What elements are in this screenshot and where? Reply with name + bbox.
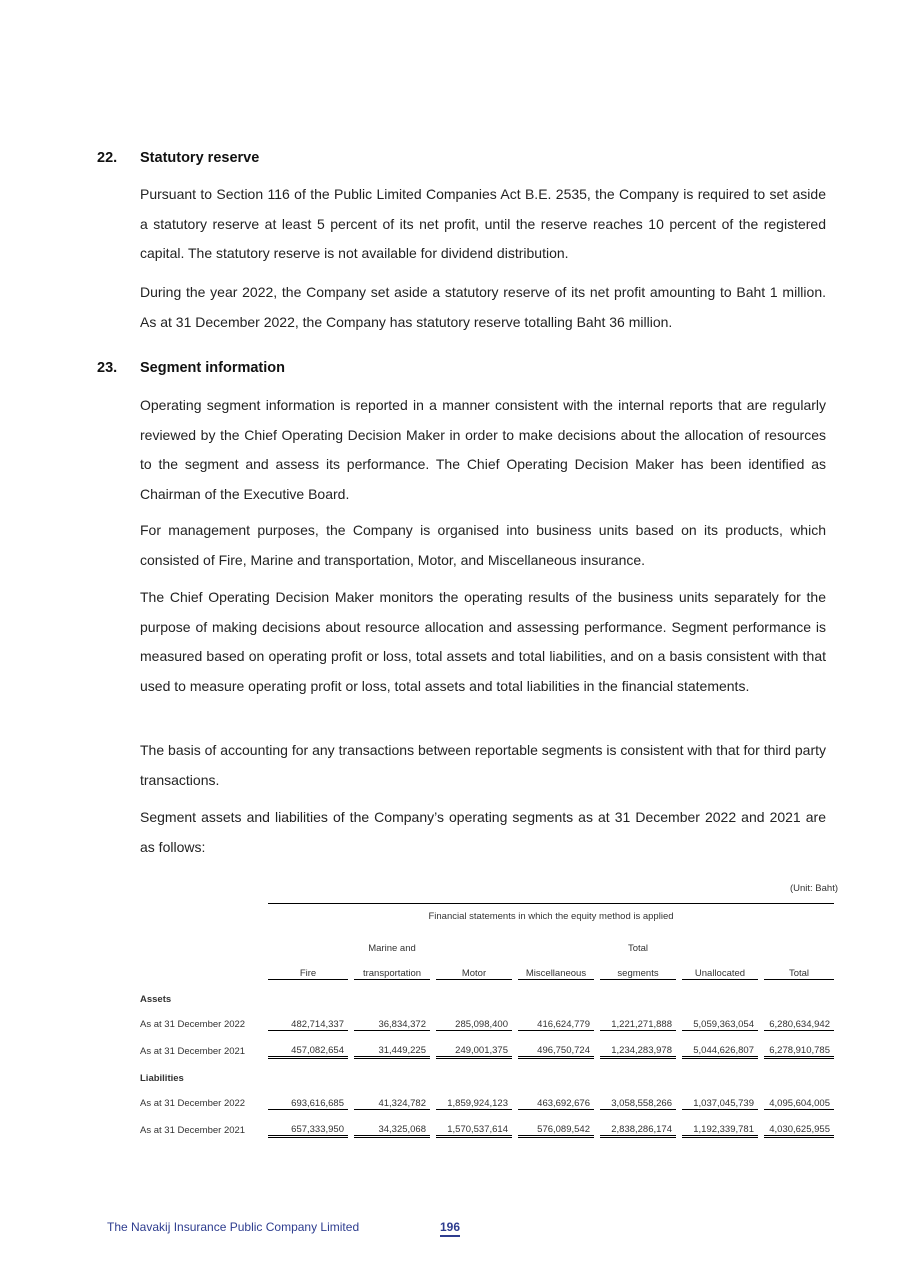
- table-cell: 31,449,225: [354, 1030, 430, 1057]
- header-row-bottom: [140, 954, 834, 980]
- table-cell: 1,192,339,781: [682, 1109, 758, 1136]
- footer-company-name: The Navakij Insurance Public Company Limited: [107, 1220, 360, 1234]
- row-label: As at 31 December 2022: [140, 1098, 246, 1109]
- column-header: [518, 929, 594, 954]
- table-cell: 4,095,604,005: [764, 1084, 834, 1110]
- column-header: Total: [627, 942, 649, 954]
- table-cell: 4,030,625,955: [764, 1109, 834, 1136]
- table-cell: 576,089,542: [518, 1109, 594, 1136]
- group-row: [140, 979, 834, 1005]
- table-row: [140, 1005, 834, 1031]
- column-header: Motor: [436, 954, 512, 980]
- table-cell: 693,616,685: [268, 1084, 348, 1110]
- table-span-header: Financial statements in which the equity method is applied: [268, 904, 834, 929]
- column-header: [436, 929, 512, 954]
- table-cell: 41,324,782: [354, 1084, 430, 1110]
- table-cell: 249,001,375: [436, 1030, 512, 1057]
- table-cell: 496,750,724: [518, 1030, 594, 1057]
- paragraph: The basis of accounting for any transactions between reportable segments is consistent with that for third party transactions.: [140, 742, 826, 788]
- column-header: Marine and: [368, 942, 416, 954]
- column-header: [268, 929, 348, 954]
- table-cell: 6,278,910,785: [764, 1030, 834, 1057]
- column-header: Miscellaneous: [518, 954, 594, 980]
- column-header: Fire: [268, 954, 348, 980]
- table-cell: 36,834,372: [354, 1005, 430, 1031]
- unit-label: (Unit: Baht): [789, 883, 838, 894]
- group-label: Assets: [140, 993, 172, 1005]
- table-cell: 657,333,950: [268, 1109, 348, 1136]
- table-cell: 3,058,558,266: [600, 1084, 676, 1110]
- table-cell: 1,234,283,978: [600, 1030, 676, 1057]
- row-label: As at 31 December 2022: [140, 1019, 246, 1030]
- table-cell: 1,037,045,739: [682, 1084, 758, 1110]
- table-row: [140, 1084, 834, 1110]
- section-number: 22.: [97, 150, 118, 166]
- table-cell: 5,044,626,807: [682, 1030, 758, 1057]
- table-cell: 6,280,634,942: [764, 1005, 834, 1031]
- section-number: 23.: [97, 360, 118, 376]
- column-header: transportation: [354, 954, 430, 980]
- table-row: [140, 1109, 834, 1136]
- paragraph: During the year 2022, the Company set aside a statutory reserve of its net profit amounting to Baht 1 million. As at 31 December 2022, the Company has statutory reserve totalling Baht 36 million.: [140, 284, 826, 330]
- table-cell: 5,059,363,054: [682, 1005, 758, 1031]
- table-cell: 2,838,286,174: [600, 1109, 676, 1136]
- table-cell: 34,325,068: [354, 1109, 430, 1136]
- table-cell: 482,714,337: [268, 1005, 348, 1031]
- table-cell: 416,624,779: [518, 1005, 594, 1031]
- column-header: Unallocated: [682, 954, 758, 980]
- row-label: As at 31 December 2021: [140, 1046, 246, 1057]
- segment-table: [140, 903, 834, 1138]
- paragraph: Pursuant to Section 116 of the Public Limited Companies Act B.E. 2535, the Company is required to set aside a statutory reserve at least 5 percent of its net profit, until the reserve reaches 10 percent of the registered capital. The statutory reserve is not available for dividend distribution.: [140, 186, 826, 261]
- table-cell: 1,221,271,888: [600, 1005, 676, 1031]
- table-cell: 457,082,654: [268, 1030, 348, 1057]
- page-number: 196: [440, 1220, 460, 1237]
- header-row-top: [140, 929, 834, 954]
- paragraph: For management purposes, the Company is organised into business units based on its products, which consisted of Fire, Marine and transportation, Motor, and Miscellaneous insurance.: [140, 522, 826, 568]
- column-header: segments: [600, 954, 676, 980]
- section-title: Segment information: [140, 360, 286, 376]
- group-label: Liabilities: [140, 1072, 184, 1084]
- section-title: Statutory reserve: [140, 150, 260, 166]
- group-row: [140, 1057, 834, 1084]
- paragraph: Operating segment information is reported in a manner consistent with the internal reports that are regularly reviewed by the Chief Operating Decision Maker in order to make decisions about the allocation of resources to the segment and assess its performance. The Chief Operating Decision Maker has been identified as Chairman of the Executive Board.: [140, 397, 826, 502]
- column-header: [682, 929, 758, 954]
- table-cell: 1,859,924,123: [436, 1084, 512, 1110]
- table-cell: 285,098,400: [436, 1005, 512, 1031]
- table-row: [140, 1030, 834, 1057]
- column-header: [764, 929, 834, 954]
- table-cell: 1,570,537,614: [436, 1109, 512, 1136]
- table-cell: 463,692,676: [518, 1084, 594, 1110]
- paragraph: Segment assets and liabilities of the Company’s operating segments as at 31 December 2022 and 2021 are as follows:: [140, 809, 826, 855]
- paragraph: The Chief Operating Decision Maker monitors the operating results of the business units separately for the purpose of making decisions about resource allocation and assessing performance. Segment performance is measured based on operating profit or loss, total assets and total liabilities, and on a basis consistent with that used to measure operating profit or loss, total assets and total liabilities in the financial statements.: [140, 589, 826, 694]
- column-header: Total: [764, 954, 834, 980]
- row-label: As at 31 December 2021: [140, 1125, 246, 1136]
